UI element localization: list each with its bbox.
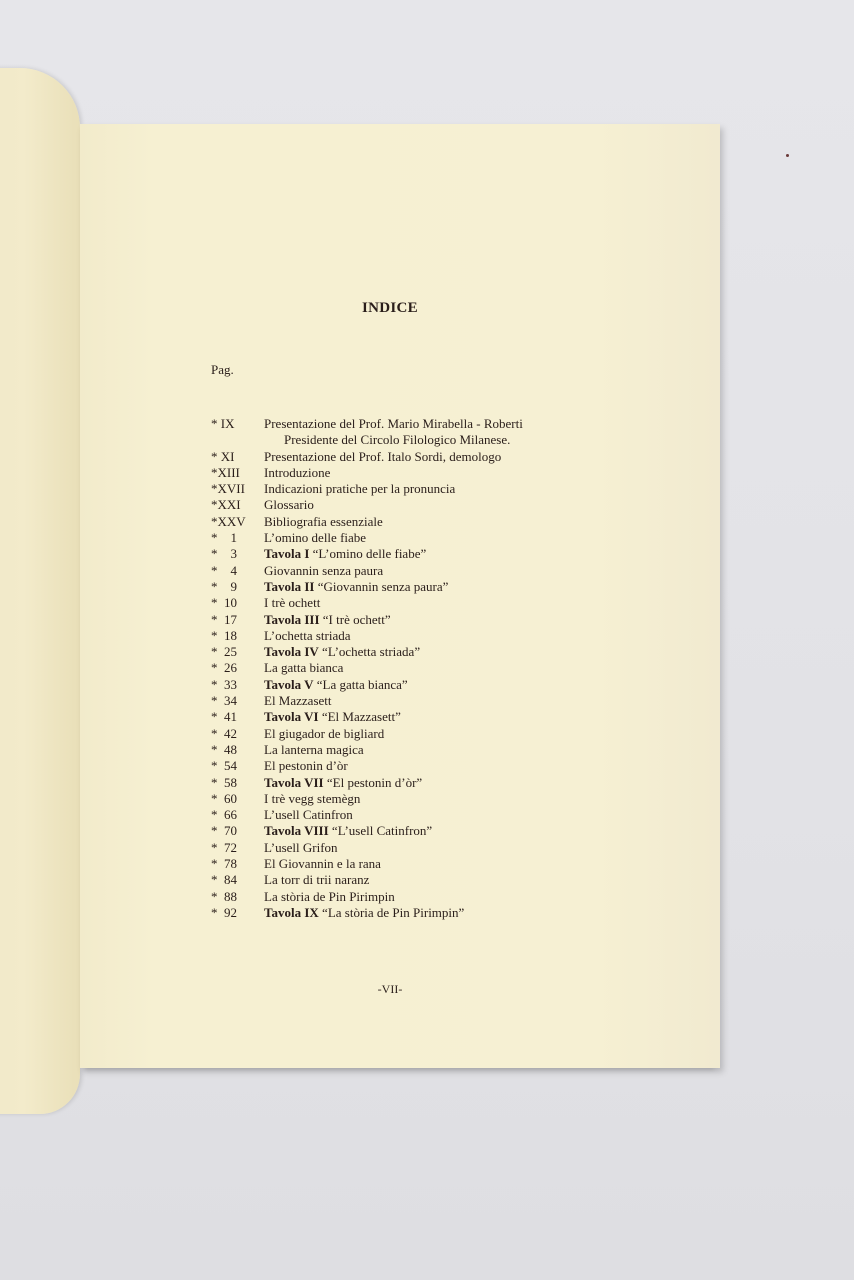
toc-entry bbox=[211, 856, 691, 872]
toc-entry bbox=[211, 546, 691, 562]
toc-title-text: I trè ochett bbox=[264, 595, 321, 611]
toc-entry bbox=[211, 449, 691, 465]
toc-title bbox=[264, 579, 448, 595]
toc-title bbox=[264, 807, 353, 823]
toc-entry bbox=[211, 595, 691, 611]
toc-title-text: La gatta bianca bbox=[264, 660, 344, 676]
toc-page-number: * 41 bbox=[211, 709, 237, 725]
toc-page-number: * IX bbox=[211, 416, 235, 431]
toc-title-text: Bibliografia essenziale bbox=[264, 513, 383, 529]
toc-page-number: * 72 bbox=[211, 839, 237, 855]
toc-plate-label: Tavola VIII bbox=[264, 823, 329, 839]
toc-plate-label: Tavola V bbox=[264, 676, 314, 692]
toc-title-text: Glossario bbox=[264, 497, 314, 513]
toc-title-text: I trè vegg stemègn bbox=[264, 790, 361, 806]
toc-entry bbox=[211, 677, 691, 693]
toc-title bbox=[264, 823, 432, 839]
toc-title bbox=[264, 449, 501, 465]
toc-title bbox=[264, 628, 351, 644]
table-of-contents bbox=[211, 416, 691, 921]
toc-entry bbox=[211, 579, 691, 595]
toc-page-number: *XXI bbox=[211, 497, 241, 513]
toc-title bbox=[264, 530, 366, 546]
toc-entry bbox=[211, 563, 691, 579]
toc-title bbox=[264, 709, 401, 725]
toc-title-text: La torr di trii naranz bbox=[264, 872, 370, 888]
toc-title bbox=[264, 856, 381, 872]
toc-plate-label: Tavola III bbox=[264, 611, 320, 627]
toc-plate-label: Tavola IX bbox=[264, 904, 319, 920]
toc-title bbox=[264, 546, 426, 562]
toc-title bbox=[264, 791, 360, 807]
toc-title-text: L’omino delle fiabe bbox=[264, 530, 367, 546]
toc-entry bbox=[211, 742, 691, 758]
toc-subtitle: Presidente del Circolo Filologico Milanese. bbox=[284, 432, 511, 448]
toc-entry bbox=[211, 758, 691, 774]
toc-title bbox=[264, 612, 391, 628]
toc-page-number: * 9 bbox=[211, 578, 237, 594]
toc-entry bbox=[211, 807, 691, 823]
toc-entry bbox=[211, 465, 691, 481]
toc-title-text: Presentazione del Prof. Mario Mirabella - Roberti bbox=[264, 416, 523, 431]
toc-title-text: El Mazzasett bbox=[264, 693, 332, 709]
toc-title-text: “I trè ochett” bbox=[319, 611, 391, 627]
toc-page-number: * 54 bbox=[211, 758, 237, 774]
toc-entry bbox=[211, 726, 691, 742]
toc-page-number: * 92 bbox=[211, 904, 237, 920]
toc-title-text: Giovannin senza paura bbox=[264, 562, 384, 578]
toc-title-text: “Giovannin senza paura” bbox=[314, 578, 449, 594]
toc-entry bbox=[211, 872, 691, 888]
toc-title bbox=[264, 563, 383, 579]
toc-entry bbox=[211, 840, 691, 856]
toc-entry bbox=[211, 889, 691, 905]
toc-entry bbox=[211, 514, 691, 530]
toc-page-number: * 26 bbox=[211, 660, 237, 676]
toc-title-text: “La stòria de Pin Pirimpin” bbox=[318, 904, 465, 920]
toc-plate-label: Tavola VII bbox=[264, 774, 324, 790]
toc-page-number: * 70 bbox=[211, 823, 237, 839]
toc-title-text: El Giovannin e la rana bbox=[264, 856, 381, 872]
toc-entry bbox=[211, 530, 691, 546]
left-page-edge bbox=[0, 68, 80, 1114]
toc-title bbox=[264, 595, 320, 611]
toc-entry bbox=[211, 693, 691, 709]
toc-title-text: Presentazione del Prof. Italo Sordi, demologo bbox=[264, 448, 502, 464]
toc-entry bbox=[211, 612, 691, 628]
toc-entry bbox=[211, 823, 691, 839]
toc-page-number: * 84 bbox=[211, 872, 237, 888]
toc-page-number: * 42 bbox=[211, 725, 237, 741]
toc-title-text: L’ochetta striada bbox=[264, 627, 351, 643]
toc-entry bbox=[211, 791, 691, 807]
toc-entry bbox=[211, 644, 691, 660]
toc-page-number: * 34 bbox=[211, 693, 237, 709]
toc-page-number: * 3 bbox=[211, 546, 237, 562]
toc-title bbox=[264, 758, 348, 774]
pag-label: Pag. bbox=[211, 362, 234, 377]
toc-page-number: * 33 bbox=[211, 676, 237, 692]
toc-title-text: “L’ochetta striada” bbox=[318, 644, 421, 660]
toc-title bbox=[264, 889, 395, 905]
toc-title-text: El pestonin d’òr bbox=[264, 758, 348, 774]
toc-title bbox=[264, 840, 338, 856]
toc-page-number: * 88 bbox=[211, 888, 237, 904]
toc-title bbox=[264, 416, 523, 432]
toc-title bbox=[264, 742, 364, 758]
toc-title-text: Indicazioni pratiche per la pronuncia bbox=[264, 481, 456, 497]
toc-entry bbox=[211, 905, 691, 921]
toc-title bbox=[264, 677, 408, 693]
toc-title bbox=[264, 660, 343, 676]
toc-title-text: “L’omino delle fiabe” bbox=[309, 546, 427, 562]
toc-title bbox=[264, 644, 420, 660]
toc-page-number: * XI bbox=[211, 448, 235, 464]
toc-page-number: * 58 bbox=[211, 774, 237, 790]
toc-page-number: * 78 bbox=[211, 856, 237, 872]
toc-entry bbox=[211, 660, 691, 676]
toc-title-text: El giugador de bigliard bbox=[264, 725, 385, 741]
toc-title bbox=[264, 514, 383, 530]
toc-title-text: Introduzione bbox=[264, 464, 331, 480]
toc-entry bbox=[211, 775, 691, 791]
toc-title-text: L’usell Grifon bbox=[264, 839, 338, 855]
toc-page-number: * 25 bbox=[211, 644, 237, 660]
toc-title-text: “La gatta bianca” bbox=[313, 676, 408, 692]
toc-page-number: *XVII bbox=[211, 481, 245, 497]
toc-plate-label: Tavola IV bbox=[264, 644, 319, 660]
toc-plate-label: Tavola VI bbox=[264, 709, 319, 725]
toc-title-text: La lanterna magica bbox=[264, 741, 364, 757]
toc-page-number: *XIII bbox=[211, 464, 240, 480]
toc-title bbox=[264, 481, 455, 497]
toc-page-number: * 17 bbox=[211, 611, 237, 627]
book-page bbox=[80, 124, 720, 1068]
toc-page-number: * 1 bbox=[211, 530, 237, 546]
toc-title-text: “El pestonin d’òr” bbox=[323, 774, 423, 790]
toc-title-text: La stòria de Pin Pirimpin bbox=[264, 888, 395, 904]
toc-title bbox=[264, 775, 422, 791]
toc-title-text: “L’usell Catinfron” bbox=[328, 823, 433, 839]
toc-page-number: * 18 bbox=[211, 627, 237, 643]
toc-entry bbox=[211, 497, 691, 513]
toc-plate-label: Tavola I bbox=[264, 546, 310, 562]
toc-title bbox=[264, 726, 384, 742]
toc-page-number: * 48 bbox=[211, 741, 237, 757]
toc-title bbox=[264, 872, 369, 888]
page-title: INDICE bbox=[362, 300, 418, 316]
toc-entry bbox=[211, 481, 691, 497]
toc-entry bbox=[211, 628, 691, 644]
toc-page-number: * 60 bbox=[211, 790, 237, 806]
toc-page-number: * 66 bbox=[211, 807, 237, 823]
toc-title-text: L’usell Catinfron bbox=[264, 807, 353, 823]
page-number: -VII- bbox=[377, 982, 403, 996]
toc-title bbox=[264, 905, 464, 921]
dust-speck bbox=[786, 154, 789, 157]
toc-page-number: * 4 bbox=[211, 562, 237, 578]
toc-title bbox=[264, 465, 330, 481]
toc-page-number: * 10 bbox=[211, 595, 237, 611]
toc-entry bbox=[211, 416, 691, 432]
toc-title bbox=[264, 497, 314, 513]
toc-title bbox=[264, 693, 332, 709]
toc-page-number: *XXV bbox=[211, 513, 246, 529]
toc-plate-label: Tavola II bbox=[264, 578, 315, 594]
toc-entry bbox=[211, 709, 691, 725]
toc-title-text: “El Mazzasett” bbox=[318, 709, 401, 725]
